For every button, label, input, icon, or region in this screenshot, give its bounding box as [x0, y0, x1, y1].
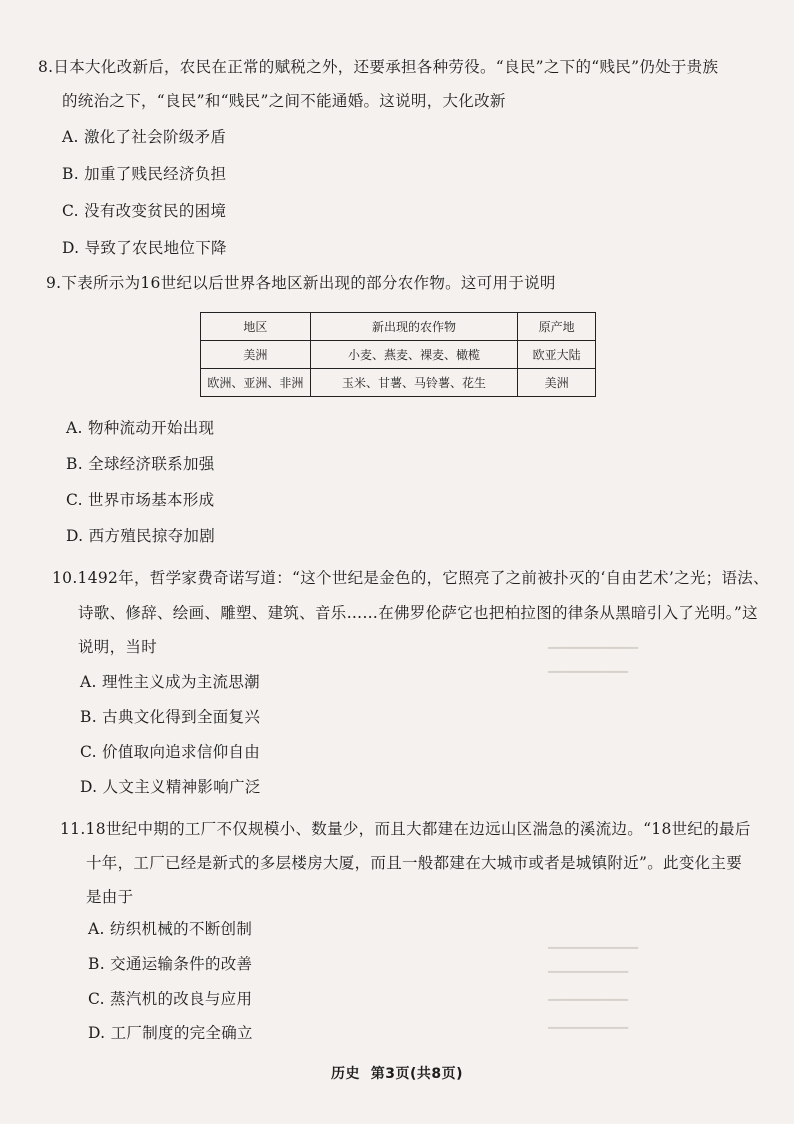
question-10-stem-line-2: 诗歌、修辞、绘画、雕塑、建筑、音乐……在佛罗伦萨它也把柏拉图的律条从黑暗引入了光明。”这	[78, 604, 758, 622]
question-11-stem-line-3: 是由于	[86, 888, 134, 906]
question-8-option-b: B. 加重了贱民经济负担	[62, 165, 227, 183]
question-8-stem-line-2: 的统治之下，“良民”和“贱民”之间不能通婚。这说明，大化改新	[62, 92, 506, 110]
question-10-option-b: B. 古典文化得到全面复兴	[80, 708, 261, 726]
table-row	[201, 341, 596, 369]
question-9-stem-line-1: 9.下表所示为16世纪以后世界各地区新出现的部分农作物。这可用于说明	[46, 274, 556, 292]
table-cell: 欧亚大陆	[518, 341, 596, 369]
question-9-option-d: D. 西方殖民掠夺加剧	[66, 527, 216, 545]
page-footer: 历史 第3页(共8页)	[330, 1066, 464, 1082]
question-10-option-c: C. 价值取向追求信仰自由	[80, 743, 261, 761]
question-10-option-d: D. 人文主义精神影响广泛	[80, 778, 261, 796]
question-9-option-b: B. 全球经济联系加强	[66, 455, 215, 473]
table-header-cell: 新出现的农作物	[310, 313, 517, 341]
table-cell: 美洲	[518, 369, 596, 397]
table-cell: 玉米、甘薯、马铃薯、花生	[310, 369, 517, 397]
show-through-mark: ▔▔▔▔▔▔▔▔▔	[548, 648, 638, 663]
question-10-stem-line-3: 说明，当时	[78, 638, 158, 656]
table-cell: 小麦、燕麦、裸麦、橄榄	[310, 341, 517, 369]
question-9-option-c: C. 世界市场基本形成	[66, 491, 215, 509]
question-10-stem-line-1: 10.1492年，哲学家费奇诺写道：“这个世纪是金色的，它照亮了之前被扑灭的‘自由艺术’之光；语法、	[52, 569, 769, 587]
question-11-option-b: B. 交通运输条件的改善	[88, 955, 253, 973]
table-header-cell: 原产地	[518, 313, 596, 341]
table-cell: 美洲	[201, 341, 311, 369]
show-through-mark: ▔▔▔▔▔▔▔▔	[548, 972, 628, 987]
show-through-mark: ▔▔▔▔▔▔▔▔	[548, 1028, 628, 1043]
question-11-option-d: D. 工厂制度的完全确立	[88, 1024, 253, 1042]
table-header-row	[201, 313, 596, 341]
question-11-stem-line-2: 十年，工厂已经是新式的多层楼房大厦，而且一般都建在大城市或者是城镇附近”。此变化主要	[86, 854, 743, 872]
show-through-mark: ▔▔▔▔▔▔▔▔▔	[548, 948, 638, 963]
question-10-option-a: A. 理性主义成为主流思潮	[80, 673, 260, 691]
show-through-mark: ▔▔▔▔▔▔▔▔	[548, 1000, 628, 1015]
question-9-option-a: A. 物种流动开始出现	[66, 419, 215, 437]
question-8-stem-line-1: 8.日本大化改新后，农民在正常的赋税之外，还要承担各种劳役。“良民”之下的“贱民”仍处于贵族	[38, 58, 719, 76]
table-header-cell: 地区	[201, 313, 311, 341]
crop-table	[200, 312, 596, 397]
question-11-stem-line-1: 11.18世纪中期的工厂不仅规模小、数量少，而且大都建在边远山区湍急的溪流边。“18世纪的最后	[60, 820, 751, 838]
question-11-option-c: C. 蒸汽机的改良与应用	[88, 990, 253, 1008]
show-through-mark: ▔▔▔▔▔▔▔▔	[548, 672, 628, 687]
question-8-option-a: A. 激化了社会阶级矛盾	[62, 128, 227, 146]
question-8-option-c: C. 没有改变贫民的困境	[62, 202, 227, 220]
table-cell: 欧洲、亚洲、非洲	[201, 369, 311, 397]
table-row	[201, 369, 596, 397]
question-8-option-d: D. 导致了农民地位下降	[62, 239, 227, 257]
question-11-option-a: A. 纺织机械的不断创制	[88, 920, 253, 938]
